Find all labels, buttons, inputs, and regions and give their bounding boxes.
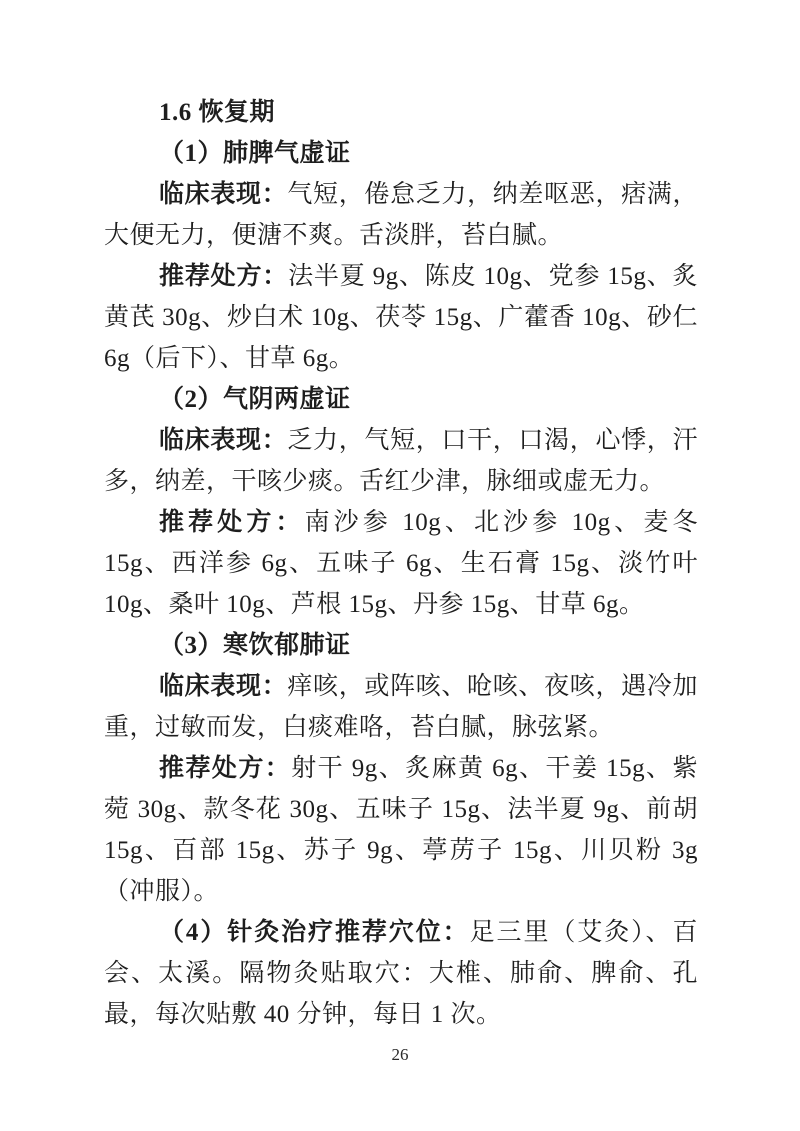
document-body xyxy=(104,92,698,1035)
page-number: 26 xyxy=(391,1045,409,1064)
paragraph-text: 法半夏 9g、陈皮 10g、党参 15g、炙黄芪 30g、炒白术 10g、茯苓 15g、广藿香 10g、砂仁 6g（后下）、甘草 6g。 xyxy=(104,263,698,372)
heading-text: （1）肺脾气虚证 xyxy=(159,140,351,167)
paragraph-label: 临床表现： xyxy=(159,181,288,208)
paragraph-label: 推荐处方： xyxy=(159,755,292,782)
paragraph-text: 乏力，气短，口干，口渴，心悸，汗多，纳差，干咳少痰。舌红少津，脉细或虚无力。 xyxy=(104,427,698,495)
paragraph-text: 痒咳，或阵咳、呛咳、夜咳，遇冷加重，过敏而发，白痰难咯，苔白腻，脉弦紧。 xyxy=(104,673,698,741)
paragraph xyxy=(104,748,698,912)
subsection-heading xyxy=(104,133,698,174)
paragraph-label: 临床表现： xyxy=(159,673,288,700)
paragraph-text: 足三里（艾灸）、百会、太溪。隔物灸贴取穴：大椎、肺俞、脾俞、孔最，每次贴敷 40 分钟，每日 1 次。 xyxy=(104,919,698,1028)
paragraph-text: 射干 9g、炙麻黄 6g、干姜 15g、紫菀 30g、款冬花 30g、五味子 15g、法半夏 9g、前胡 15g、百部 15g、苏子 9g、葶苈子 15g、川贝粉 3g（冲服）。 xyxy=(104,755,698,905)
paragraph xyxy=(104,420,698,502)
paragraph-label: （4）针灸治疗推荐穴位： xyxy=(159,919,470,946)
paragraph-text: 南沙参 10g、北沙参 10g、麦冬 15g、西洋参 6g、五味子 6g、生石膏 15g、淡竹叶 10g、桑叶 10g、芦根 15g、丹参 15g、甘草 6g。 xyxy=(104,509,698,618)
section-title: 1.6 恢复期 xyxy=(159,99,276,126)
heading-text: （2）气阴两虚证 xyxy=(159,386,351,413)
subsection-heading xyxy=(104,625,698,666)
paragraph xyxy=(104,502,698,625)
paragraph-label: 临床表现： xyxy=(159,427,288,454)
paragraph xyxy=(104,666,698,748)
heading-text: （3）寒饮郁肺证 xyxy=(159,632,351,659)
paragraph xyxy=(104,912,698,1035)
paragraph-text: 气短，倦怠乏力，纳差呕恶，痞满，大便无力，便溏不爽。舌淡胖，苔白腻。 xyxy=(104,181,698,249)
paragraph xyxy=(104,256,698,379)
paragraph-label: 推荐处方： xyxy=(159,263,289,290)
subsection-heading xyxy=(104,379,698,420)
paragraph xyxy=(104,174,698,256)
paragraph-label: 推荐处方： xyxy=(159,509,305,536)
